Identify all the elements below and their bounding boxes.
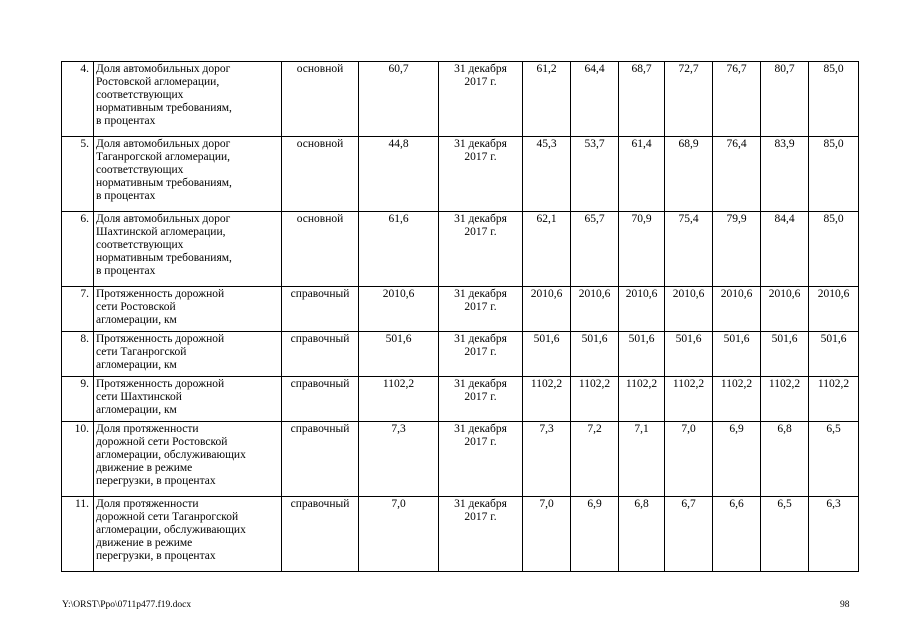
footer-file-path: Y:\ORST\Ppo\0711p477.f19.docx xyxy=(62,600,192,610)
row-number: 7. xyxy=(62,287,94,332)
base-date-line: 31 декабря xyxy=(454,423,507,435)
table-row xyxy=(62,497,859,572)
indicator-name-line: дорожной сети Таганрогской xyxy=(96,511,239,523)
indicator-type: справочный xyxy=(282,332,359,377)
indicator-type: основной xyxy=(282,137,359,212)
indicator-name xyxy=(94,422,282,497)
year-value: 1102,2 xyxy=(523,377,571,422)
indicator-type: основной xyxy=(282,212,359,287)
year-value: 6,7 xyxy=(665,497,713,572)
table-row xyxy=(62,332,859,377)
indicator-name-line: Ростовской агломерации, xyxy=(96,76,220,88)
year-value: 501,6 xyxy=(713,332,761,377)
year-value: 1102,2 xyxy=(761,377,809,422)
year-value: 85,0 xyxy=(809,212,859,287)
base-date xyxy=(439,332,523,377)
base-date xyxy=(439,62,523,137)
year-value: 68,7 xyxy=(619,62,665,137)
row-number: 4. xyxy=(62,62,94,137)
base-date-line: 2017 г. xyxy=(464,151,497,163)
indicator-name-line: соответствующих xyxy=(96,164,184,176)
indicator-name-line: в процентах xyxy=(96,190,156,202)
table-row xyxy=(62,422,859,497)
year-value: 76,4 xyxy=(713,137,761,212)
row-number: 9. xyxy=(62,377,94,422)
year-value: 501,6 xyxy=(809,332,859,377)
indicator-name-line: Доля автомобильных дорог xyxy=(96,63,231,75)
year-value: 64,4 xyxy=(571,62,619,137)
year-value: 1102,2 xyxy=(713,377,761,422)
table-row xyxy=(62,287,859,332)
base-date-line: 31 декабря xyxy=(454,498,507,510)
year-value: 501,6 xyxy=(619,332,665,377)
year-value: 6,5 xyxy=(761,497,809,572)
year-value: 1102,2 xyxy=(571,377,619,422)
indicator-name-line: Таганрогской агломерации, xyxy=(96,151,231,163)
year-value: 85,0 xyxy=(809,137,859,212)
year-value: 2010,6 xyxy=(523,287,571,332)
base-value: 44,8 xyxy=(359,137,439,212)
footer-page-number: 98 xyxy=(840,600,850,610)
indicator-name-line: движение в режиме xyxy=(96,537,193,549)
indicator-name xyxy=(94,137,282,212)
year-value: 2010,6 xyxy=(713,287,761,332)
year-value: 85,0 xyxy=(809,62,859,137)
base-date-line: 2017 г. xyxy=(464,436,497,448)
base-value: 60,7 xyxy=(359,62,439,137)
base-date-line: 2017 г. xyxy=(464,391,497,403)
base-date-line: 31 декабря xyxy=(454,288,507,300)
indicator-name-line: перегрузки, в процентах xyxy=(96,475,216,487)
indicator-name-line: агломерации, км xyxy=(96,359,177,371)
base-date xyxy=(439,212,523,287)
table-row xyxy=(62,137,859,212)
indicator-name xyxy=(94,212,282,287)
year-value: 65,7 xyxy=(571,212,619,287)
indicator-name xyxy=(94,332,282,377)
base-value: 61,6 xyxy=(359,212,439,287)
base-date-line: 31 декабря xyxy=(454,138,507,150)
base-date xyxy=(439,497,523,572)
indicator-name-line: Доля автомобильных дорог xyxy=(96,213,231,225)
indicators-table xyxy=(61,61,859,572)
indicator-name-line: дорожной сети Ростовской xyxy=(96,436,228,448)
indicator-name xyxy=(94,377,282,422)
base-date-line: 2017 г. xyxy=(464,346,497,358)
base-date-line: 2017 г. xyxy=(464,226,497,238)
row-number: 8. xyxy=(62,332,94,377)
year-value: 7,0 xyxy=(665,422,713,497)
base-date xyxy=(439,422,523,497)
base-value: 7,0 xyxy=(359,497,439,572)
year-value: 6,8 xyxy=(761,422,809,497)
year-value: 79,9 xyxy=(713,212,761,287)
base-date xyxy=(439,377,523,422)
year-value: 6,9 xyxy=(713,422,761,497)
year-value: 75,4 xyxy=(665,212,713,287)
year-value: 45,3 xyxy=(523,137,571,212)
row-number: 10. xyxy=(62,422,94,497)
indicator-name-line: агломерации, км xyxy=(96,314,177,326)
year-value: 62,1 xyxy=(523,212,571,287)
indicator-name-line: агломерации, обслуживающих xyxy=(96,449,246,461)
indicator-name-line: в процентах xyxy=(96,115,156,127)
year-value: 501,6 xyxy=(571,332,619,377)
base-date-line: 31 декабря xyxy=(454,63,507,75)
table-body xyxy=(62,62,859,572)
indicator-name-line: Доля автомобильных дорог xyxy=(96,138,231,150)
year-value: 501,6 xyxy=(761,332,809,377)
indicator-name-line: движение в режиме xyxy=(96,462,193,474)
year-value: 7,3 xyxy=(523,422,571,497)
year-value: 6,5 xyxy=(809,422,859,497)
indicator-name-line: Доля протяженности xyxy=(96,498,199,510)
year-value: 2010,6 xyxy=(665,287,713,332)
indicator-name-line: соответствующих xyxy=(96,239,184,251)
year-value: 61,4 xyxy=(619,137,665,212)
year-value: 6,6 xyxy=(713,497,761,572)
indicator-name-line: Протяженность дорожной xyxy=(96,378,225,390)
year-value: 53,7 xyxy=(571,137,619,212)
year-value: 61,2 xyxy=(523,62,571,137)
indicator-type: справочный xyxy=(282,287,359,332)
year-value: 80,7 xyxy=(761,62,809,137)
year-value: 501,6 xyxy=(523,332,571,377)
year-value: 1102,2 xyxy=(665,377,713,422)
year-value: 7,0 xyxy=(523,497,571,572)
indicator-name xyxy=(94,497,282,572)
year-value: 7,2 xyxy=(571,422,619,497)
indicator-name-line: соответствующих xyxy=(96,89,184,101)
indicator-name-line: Протяженность дорожной xyxy=(96,333,225,345)
indicator-type: справочный xyxy=(282,422,359,497)
base-date xyxy=(439,287,523,332)
indicator-name-line: сети Ростовской xyxy=(96,301,176,313)
indicator-name-line: нормативным требованиям, xyxy=(96,252,232,264)
year-value: 6,3 xyxy=(809,497,859,572)
indicator-name-line: в процентах xyxy=(96,265,156,277)
indicator-name xyxy=(94,62,282,137)
base-value: 501,6 xyxy=(359,332,439,377)
indicator-name-line: перегрузки, в процентах xyxy=(96,550,216,562)
year-value: 1102,2 xyxy=(809,377,859,422)
year-value: 83,9 xyxy=(761,137,809,212)
row-number: 11. xyxy=(62,497,94,572)
year-value: 501,6 xyxy=(665,332,713,377)
year-value: 2010,6 xyxy=(809,287,859,332)
indicator-type: справочный xyxy=(282,497,359,572)
year-value: 72,7 xyxy=(665,62,713,137)
base-date-line: 2017 г. xyxy=(464,301,497,313)
row-number: 6. xyxy=(62,212,94,287)
indicator-name-line: агломерации, обслуживающих xyxy=(96,524,246,536)
year-value: 76,7 xyxy=(713,62,761,137)
year-value: 7,1 xyxy=(619,422,665,497)
base-value: 2010,6 xyxy=(359,287,439,332)
indicator-name-line: нормативным требованиям, xyxy=(96,177,232,189)
row-number: 5. xyxy=(62,137,94,212)
year-value: 2010,6 xyxy=(761,287,809,332)
year-value: 68,9 xyxy=(665,137,713,212)
indicator-name-line: сети Шахтинской xyxy=(96,391,182,403)
base-date-line: 2017 г. xyxy=(464,76,497,88)
year-value: 2010,6 xyxy=(619,287,665,332)
table-row xyxy=(62,377,859,422)
year-value: 6,9 xyxy=(571,497,619,572)
indicator-type: основной xyxy=(282,62,359,137)
year-value: 6,8 xyxy=(619,497,665,572)
base-date-line: 2017 г. xyxy=(464,511,497,523)
base-date-line: 31 декабря xyxy=(454,378,507,390)
indicator-type: справочный xyxy=(282,377,359,422)
indicator-name-line: агломерации, км xyxy=(96,404,177,416)
base-date-line: 31 декабря xyxy=(454,333,507,345)
base-value: 7,3 xyxy=(359,422,439,497)
indicator-name-line: сети Таганрогской xyxy=(96,346,187,358)
table-row xyxy=(62,212,859,287)
indicator-name-line: Протяженность дорожной xyxy=(96,288,225,300)
indicator-name xyxy=(94,287,282,332)
base-date xyxy=(439,137,523,212)
year-value: 2010,6 xyxy=(571,287,619,332)
indicator-name-line: Шахтинской агломерации, xyxy=(96,226,226,238)
base-value: 1102,2 xyxy=(359,377,439,422)
year-value: 1102,2 xyxy=(619,377,665,422)
indicator-name-line: нормативным требованиям, xyxy=(96,102,232,114)
base-date-line: 31 декабря xyxy=(454,213,507,225)
table-row xyxy=(62,62,859,137)
year-value: 84,4 xyxy=(761,212,809,287)
year-value: 70,9 xyxy=(619,212,665,287)
indicator-name-line: Доля протяженности xyxy=(96,423,199,435)
